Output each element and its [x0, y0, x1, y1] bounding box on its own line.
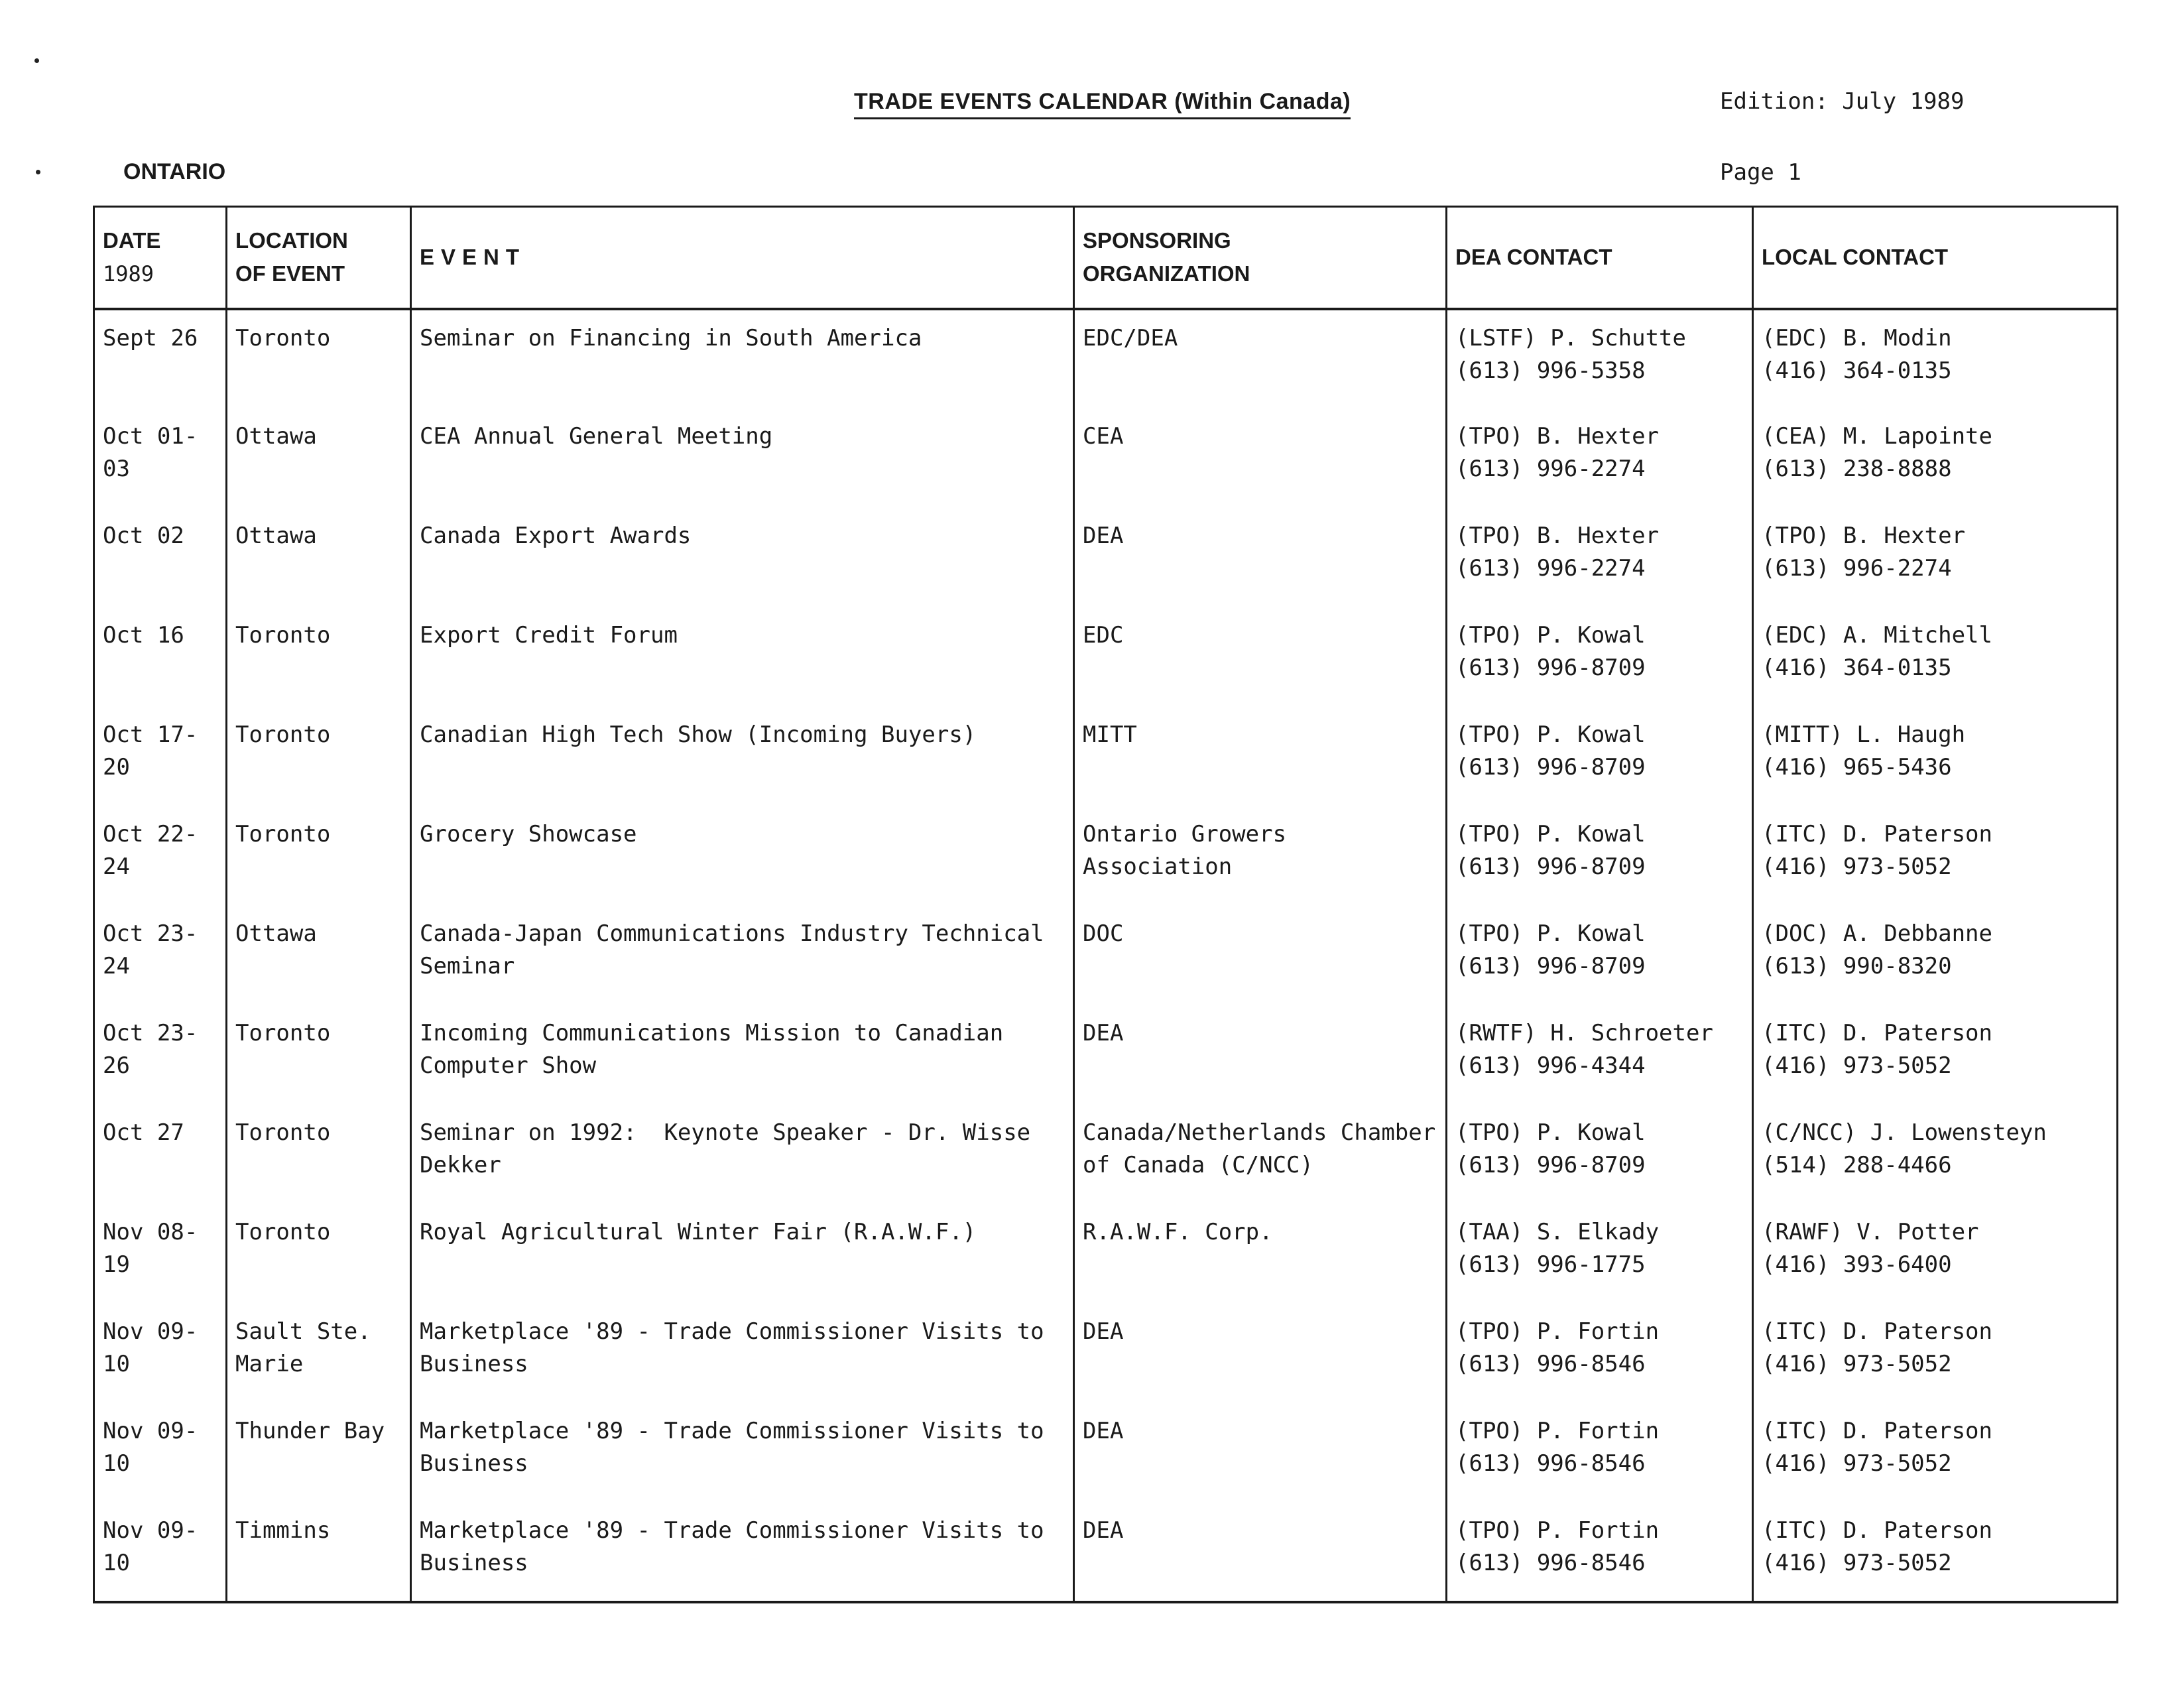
cell-local-contact: [1753, 1403, 2118, 1503]
cell-location: Sault Ste. Marie: [227, 1304, 411, 1403]
dea-contact-phone: (613) 996-8546: [1455, 1350, 1646, 1377]
cell-date: Oct 17-20: [94, 707, 227, 806]
cell-dea-contact: [1447, 1204, 1753, 1304]
cell-sponsor: R.A.W.F. Corp.: [1074, 1204, 1447, 1304]
column-header-date-year: 1989: [103, 261, 154, 287]
local-contact-phone: (416) 965-5436: [1762, 753, 1952, 780]
local-contact-phone: (613) 990-8320: [1762, 952, 1952, 979]
local-contact-phone: (416) 364-0135: [1762, 654, 1952, 681]
dea-contact-name: (TPO) P. Kowal: [1455, 920, 1646, 947]
table-row: [94, 309, 2118, 408]
cell-sponsor: Canada/Netherlands Chamber of Canada (C/NCC): [1074, 1105, 1447, 1204]
table-row: [94, 806, 2118, 906]
column-header-local-contact-label: LOCAL CONTACT: [1762, 245, 1949, 270]
cell-local-contact: [1753, 309, 2118, 408]
cell-location: Toronto: [227, 1105, 411, 1204]
cell-dea-contact: [1447, 1304, 1753, 1403]
dea-contact-name: (TPO) P. Fortin: [1455, 1318, 1660, 1345]
table-row: [94, 408, 2118, 508]
local-contact-name: (DOC) A. Debbanne: [1762, 920, 1992, 947]
local-contact-phone: (613) 238-8888: [1762, 455, 1952, 482]
cell-sponsor: MITT: [1074, 707, 1447, 806]
column-header-sponsor-line2: ORGANIZATION: [1083, 261, 1250, 286]
cell-event: Export Credit Forum: [411, 607, 1074, 707]
table-row: [94, 1204, 2118, 1304]
table-row: [94, 508, 2118, 607]
cell-local-contact: [1753, 1304, 2118, 1403]
local-contact-phone: (416) 973-5052: [1762, 853, 1952, 880]
cell-dea-contact: [1447, 607, 1753, 707]
cell-local-contact: [1753, 1503, 2118, 1602]
cell-date: Oct 23-24: [94, 906, 227, 1005]
local-contact-name: (ITC) D. Paterson: [1762, 1417, 1992, 1444]
cell-dea-contact: [1447, 309, 1753, 408]
cell-dea-contact: [1447, 408, 1753, 508]
table-row: [94, 1403, 2118, 1503]
cell-location: Ottawa: [227, 508, 411, 607]
cell-event: Marketplace '89 - Trade Commissioner Visits to Business: [411, 1304, 1074, 1403]
dea-contact-name: (TPO) P. Kowal: [1455, 820, 1646, 847]
trade-events-table: [93, 206, 2118, 1603]
local-contact-phone: (416) 393-6400: [1762, 1251, 1952, 1278]
dea-contact-phone: (613) 996-2274: [1455, 455, 1646, 482]
cell-dea-contact: [1447, 806, 1753, 906]
column-header-dea-contact-label: DEA CONTACT: [1455, 245, 1612, 270]
local-contact-phone: (416) 973-5052: [1762, 1450, 1952, 1477]
column-header-dea-contact: [1447, 207, 1753, 309]
dea-contact-phone: (613) 996-8709: [1455, 654, 1646, 681]
dea-contact-name: (TPO) B. Hexter: [1455, 422, 1660, 450]
table-row: [94, 607, 2118, 707]
column-header-event-label: EVENT: [420, 245, 526, 270]
cell-dea-contact: [1447, 707, 1753, 806]
cell-date: Nov 09-10: [94, 1403, 227, 1503]
cell-event: Incoming Communications Mission to Canadian Computer Show: [411, 1005, 1074, 1105]
table-row: [94, 1503, 2118, 1602]
dea-contact-phone: (613) 996-8709: [1455, 952, 1646, 979]
column-header-location: [227, 207, 411, 309]
edition-label: Edition: July 1989: [1720, 88, 1965, 115]
page-title: TRADE EVENTS CALENDAR (Within Canada): [854, 89, 1351, 119]
cell-dea-contact: [1447, 508, 1753, 607]
table-row: [94, 707, 2118, 806]
column-header-date: [94, 207, 227, 309]
cell-location: Timmins: [227, 1503, 411, 1602]
dea-contact-name: (TPO) P. Fortin: [1455, 1417, 1660, 1444]
cell-sponsor: DEA: [1074, 1403, 1447, 1503]
dea-contact-name: (TPO) P. Kowal: [1455, 1119, 1646, 1146]
cell-event: Seminar on Financing in South America: [411, 309, 1074, 408]
cell-local-contact: [1753, 806, 2118, 906]
cell-sponsor: CEA: [1074, 408, 1447, 508]
dea-contact-name: (TAA) S. Elkady: [1455, 1218, 1660, 1245]
dea-contact-phone: (613) 996-5358: [1455, 357, 1646, 384]
dea-contact-name: (TPO) B. Hexter: [1455, 522, 1660, 549]
local-contact-name: (ITC) D. Paterson: [1762, 1318, 1992, 1345]
dea-contact-phone: (613) 996-8709: [1455, 753, 1646, 780]
cell-event: Seminar on 1992: Keynote Speaker - Dr. Wisse Dekker: [411, 1105, 1074, 1204]
local-contact-name: (RAWF) V. Potter: [1762, 1218, 1979, 1245]
cell-location: Toronto: [227, 806, 411, 906]
local-contact-name: (ITC) D. Paterson: [1762, 1019, 1992, 1046]
table-row: [94, 1005, 2118, 1105]
local-contact-name: (C/NCC) J. Lowensteyn: [1762, 1119, 2047, 1146]
cell-sponsor: DOC: [1074, 906, 1447, 1005]
cell-local-contact: [1753, 1204, 2118, 1304]
cell-event: Canada Export Awards: [411, 508, 1074, 607]
margin-dot-middle: [36, 170, 40, 174]
cell-date: Oct 23-26: [94, 1005, 227, 1105]
dea-contact-name: (TPO) P. Fortin: [1455, 1517, 1660, 1544]
local-contact-phone: (416) 973-5052: [1762, 1052, 1952, 1079]
cell-local-contact: [1753, 508, 2118, 607]
local-contact-phone: (416) 364-0135: [1762, 357, 1952, 384]
cell-date: Oct 16: [94, 607, 227, 707]
cell-local-contact: [1753, 607, 2118, 707]
cell-local-contact: [1753, 1005, 2118, 1105]
cell-local-contact: [1753, 707, 2118, 806]
cell-date: Oct 22-24: [94, 806, 227, 906]
local-contact-phone: (416) 973-5052: [1762, 1350, 1952, 1377]
cell-location: Ottawa: [227, 408, 411, 508]
cell-local-contact: [1753, 408, 2118, 508]
local-contact-name: (ITC) D. Paterson: [1762, 1517, 1992, 1544]
cell-date: Nov 09-10: [94, 1304, 227, 1403]
column-header-sponsor-line1: SPONSORING: [1083, 228, 1231, 253]
local-contact-name: (ITC) D. Paterson: [1762, 820, 1992, 847]
cell-event: Marketplace '89 - Trade Commissioner Visits to Business: [411, 1403, 1074, 1503]
dea-contact-name: (RWTF) H. Schroeter: [1455, 1019, 1713, 1046]
cell-location: Toronto: [227, 1204, 411, 1304]
cell-event: CEA Annual General Meeting: [411, 408, 1074, 508]
dea-contact-name: (TPO) P. Kowal: [1455, 621, 1646, 649]
margin-dot-top: [34, 58, 39, 63]
cell-event: Grocery Showcase: [411, 806, 1074, 906]
cell-date: Nov 08-19: [94, 1204, 227, 1304]
cell-location: Toronto: [227, 309, 411, 408]
table-row: [94, 1105, 2118, 1204]
region-heading: ONTARIO: [123, 159, 226, 184]
local-contact-name: (TPO) B. Hexter: [1762, 522, 1966, 549]
cell-date: Sept 26: [94, 309, 227, 408]
page-number: Page 1: [1720, 159, 1801, 186]
cell-event: Marketplace '89 - Trade Commissioner Visits to Business: [411, 1503, 1074, 1602]
dea-contact-phone: (613) 996-8546: [1455, 1450, 1646, 1477]
cell-location: Ottawa: [227, 906, 411, 1005]
cell-sponsor: DEA: [1074, 1503, 1447, 1602]
local-contact-name: (MITT) L. Haugh: [1762, 721, 1966, 748]
local-contact-name: (CEA) M. Lapointe: [1762, 422, 1992, 450]
dea-contact-phone: (613) 996-2274: [1455, 554, 1646, 582]
cell-local-contact: [1753, 1105, 2118, 1204]
cell-sponsor: DEA: [1074, 1005, 1447, 1105]
column-header-local-contact: [1753, 207, 2118, 309]
column-header-event: [411, 207, 1074, 309]
dea-contact-phone: (613) 996-8709: [1455, 1151, 1646, 1178]
cell-location: Thunder Bay: [227, 1403, 411, 1503]
table-header-row: [94, 207, 2118, 309]
cell-date: Oct 27: [94, 1105, 227, 1204]
cell-date: Oct 02: [94, 508, 227, 607]
column-header-date-label: DATE: [103, 228, 161, 253]
cell-sponsor: DEA: [1074, 508, 1447, 607]
cell-sponsor: DEA: [1074, 1304, 1447, 1403]
cell-dea-contact: [1447, 1005, 1753, 1105]
dea-contact-name: (TPO) P. Kowal: [1455, 721, 1646, 748]
cell-location: Toronto: [227, 1005, 411, 1105]
cell-date: Oct 01-03: [94, 408, 227, 508]
dea-contact-phone: (613) 996-4344: [1455, 1052, 1646, 1079]
local-contact-phone: (514) 288-4466: [1762, 1151, 1952, 1178]
local-contact-name: (EDC) B. Modin: [1762, 324, 1952, 351]
dea-contact-phone: (613) 996-8546: [1455, 1549, 1646, 1576]
table-row: [94, 1304, 2118, 1403]
column-header-sponsor: [1074, 207, 1447, 309]
cell-sponsor: Ontario Growers Association: [1074, 806, 1447, 906]
dea-contact-phone: (613) 996-8709: [1455, 853, 1646, 880]
cell-dea-contact: [1447, 906, 1753, 1005]
dea-contact-name: (LSTF) P. Schutte: [1455, 324, 1686, 351]
dea-contact-phone: (613) 996-1775: [1455, 1251, 1646, 1278]
column-header-location-line2: OF EVENT: [235, 261, 345, 286]
cell-event: Canadian High Tech Show (Incoming Buyers): [411, 707, 1074, 806]
table-row: [94, 906, 2118, 1005]
cell-dea-contact: [1447, 1403, 1753, 1503]
local-contact-phone: (416) 973-5052: [1762, 1549, 1952, 1576]
local-contact-phone: (613) 996-2274: [1762, 554, 1952, 582]
cell-location: Toronto: [227, 707, 411, 806]
cell-event: Canada-Japan Communications Industry Technical Seminar: [411, 906, 1074, 1005]
column-header-location-line1: LOCATION: [235, 228, 348, 253]
cell-sponsor: EDC: [1074, 607, 1447, 707]
cell-local-contact: [1753, 906, 2118, 1005]
cell-dea-contact: [1447, 1105, 1753, 1204]
local-contact-name: (EDC) A. Mitchell: [1762, 621, 1992, 649]
cell-date: Nov 09-10: [94, 1503, 227, 1602]
cell-dea-contact: [1447, 1503, 1753, 1602]
cell-sponsor: EDC/DEA: [1074, 309, 1447, 408]
cell-location: Toronto: [227, 607, 411, 707]
cell-event: Royal Agricultural Winter Fair (R.A.W.F.): [411, 1204, 1074, 1304]
